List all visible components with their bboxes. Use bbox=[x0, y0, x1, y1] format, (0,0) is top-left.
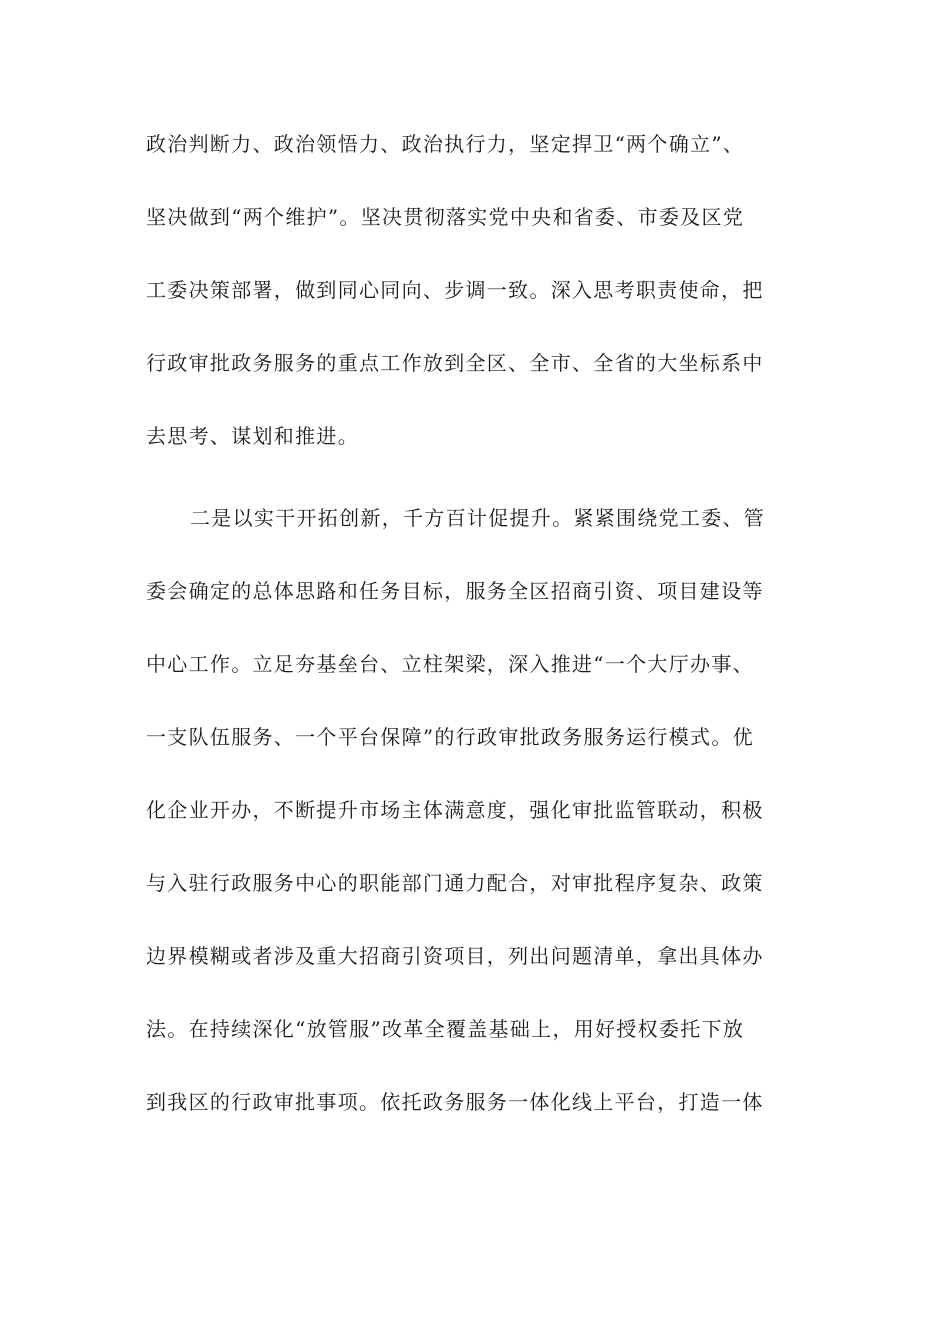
paragraph-line: 中心工作。立足夯基垒台、立柱架梁，深入推进“一个大厅办事、 bbox=[146, 652, 754, 676]
paragraph-line: 委会确定的总体思路和任务目标，服务全区招商引资、项目建设等 bbox=[146, 579, 764, 603]
paragraph-line: 去思考、谋划和推进。 bbox=[146, 424, 359, 448]
paragraph-line: 行政审批政务服务的重点工作放到全区、全市、全省的大坐标系中 bbox=[146, 351, 764, 375]
paragraph-line: 边界模糊或者涉及重大招商引资项目，列出问题清单，拿出具体办 bbox=[146, 944, 764, 968]
paragraph-line: 法。在持续深化“放管服”改革全覆盖基础上，用好授权委托下放 bbox=[146, 1017, 745, 1041]
paragraph-line: 政治判断力、政治领悟力、政治执行力，坚定捍卫“两个确立”、 bbox=[146, 132, 745, 156]
paragraph-line: 工委决策部署，做到同心同向、步调一致。深入思考职责使命，把 bbox=[146, 278, 764, 302]
paragraph-line: 到我区的行政审批事项。依托政务服务一体化线上平台，打造一体 bbox=[146, 1090, 764, 1114]
paragraph-line: 化企业开办，不断提升市场主体满意度，强化审批监管联动，积极 bbox=[146, 798, 764, 822]
paragraph-line: 坚决做到“两个维护”。坚决贯彻落实党中央和省委、市委及区党 bbox=[146, 205, 745, 229]
paragraph-line: 一支队伍服务、一个平台保障”的行政审批政务服务运行模式。优 bbox=[146, 725, 754, 749]
paragraph-line: 与入驻行政服务中心的职能部门通力配合，对审批程序复杂、政策 bbox=[146, 871, 764, 895]
paragraph-1 bbox=[146, 130, 806, 504]
paragraph-line: 二是以实干开拓创新，千方百计促提升。紧紧围绕党工委、管 bbox=[190, 506, 766, 530]
document-body bbox=[146, 130, 806, 1161]
paragraph-2 bbox=[146, 504, 806, 1161]
